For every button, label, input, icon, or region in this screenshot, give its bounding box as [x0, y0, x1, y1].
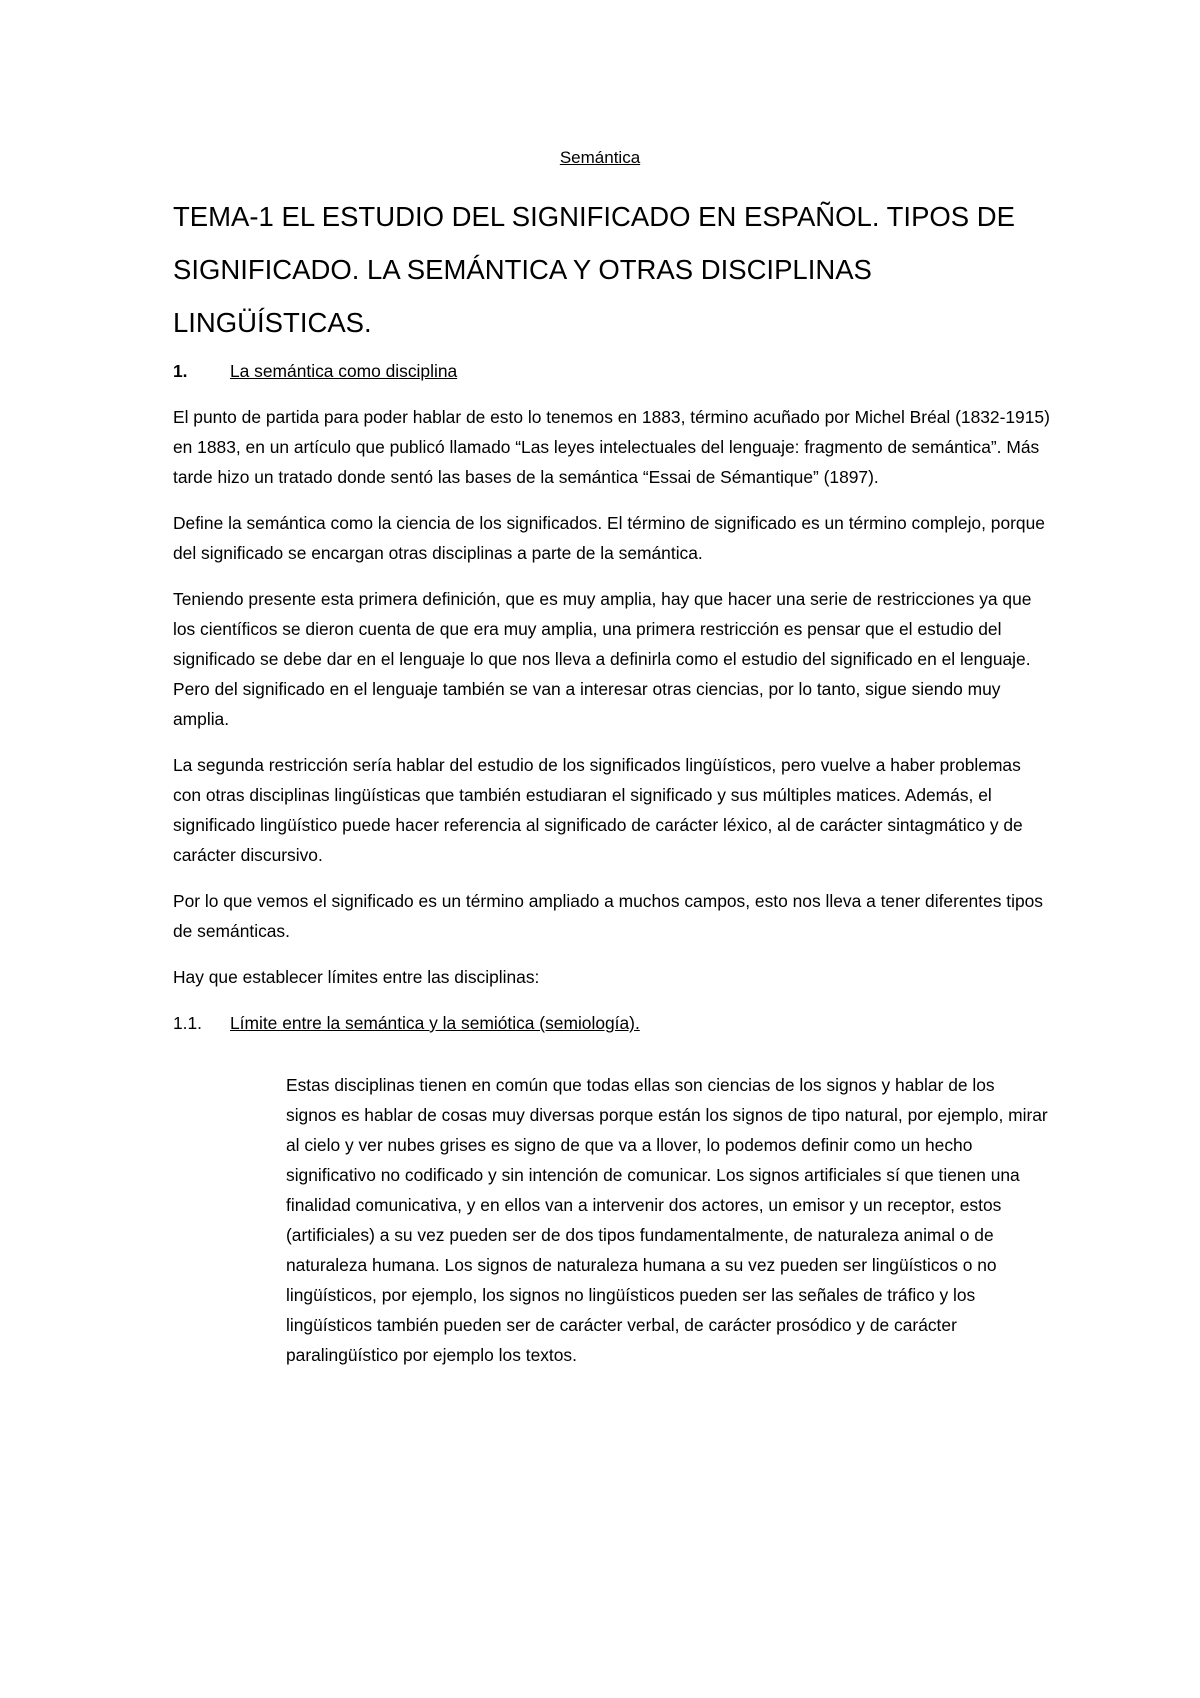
- section-heading-1-1: [173, 1008, 1053, 1038]
- paragraph: El punto de partida para poder hablar de esto lo tenemos en 1883, término acuñado por Michel Bréal (1832-1915) en 1883, en un artículo que publicó llamado “Las leyes intelectuales del lenguaje: fragmento de semántica”. Más tarde hizo un tratado donde sentó las bases de la semántica “Essai de Sémantique” (1897).: [173, 407, 1050, 487]
- section-number: 1.1.: [173, 1013, 203, 1033]
- paragraph: La segunda restricción sería hablar del estudio de los significados lingüísticos, pero vuelve a haber problemas con otras disciplinas lingüísticas que también estudiaran el significado y sus múltiples matices. Además, el significado lingüístico puede hacer referencia al significado de carácter léxico, al de carácter sintagmático y de carácter discursivo.: [173, 755, 1023, 865]
- section-heading-1: [173, 356, 1053, 386]
- document-title: TEMA-1 EL ESTUDIO DEL SIGNIFICADO EN ESPAÑOL. TIPOS DE SIGNIFICADO. LA SEMÁNTICA Y OTRAS DISCIPLINAS LINGÜÍSTICAS.: [173, 201, 1015, 338]
- course-name: Semántica: [559, 148, 641, 167]
- section-number: 1.: [173, 361, 188, 381]
- section-title: Límite entre la semántica y la semiótica (semiología).: [230, 1013, 640, 1033]
- indented-paragraph: Estas disciplinas tienen en común que todas ellas son ciencias de los signos y hablar de los signos es hablar de cosas muy diversas porque están los signos de tipo natural, por ejemplo, mirar al cielo y ver nubes grises es signo de que va a llover, lo podemos definir como un hecho significativo no codificado y sin intención de comunicar. Los signos artificiales sí que tienen una finalidad comunicativa, y en ellos van a intervenir dos actores, un emisor y un receptor, estos (artificiales) a su vez pueden ser de dos tipos fundamentalmente, de naturaleza animal o de naturaleza humana. Los signos de naturaleza humana a su vez pueden ser lingüísticos o no lingüísticos, por ejemplo, los signos no lingüísticos pueden ser las señales de tráfico y los lingüísticos también pueden ser de carácter verbal, de carácter prosódico y de carácter paralingüístico por ejemplo los textos.: [286, 1075, 1048, 1365]
- section-title: La semántica como disciplina: [230, 361, 458, 381]
- paragraph: Hay que establecer límites entre las disciplinas:: [173, 967, 540, 987]
- paragraph: Define la semántica como la ciencia de los significados. El término de significado es un término complejo, porque del significado se encargan otras disciplinas a parte de la semántica.: [173, 513, 1045, 563]
- paragraph: Por lo que vemos el significado es un término ampliado a muchos campos, esto nos lleva a tener diferentes tipos de semánticas.: [173, 891, 1043, 941]
- document-body: [173, 356, 1053, 1370]
- document-header: [0, 148, 1200, 168]
- paragraph: Teniendo presente esta primera definición, que es muy amplia, hay que hacer una serie de restricciones ya que los científicos se dieron cuenta de que era muy amplia, una primera restricción es pensar que el estudio del significado se debe dar en el lenguaje lo que nos lleva a definirla como el estudio del significado en el lenguaje. Pero del significado en el lenguaje también se van a interesar otras ciencias, por lo tanto, sigue siendo muy amplia.: [173, 589, 1032, 729]
